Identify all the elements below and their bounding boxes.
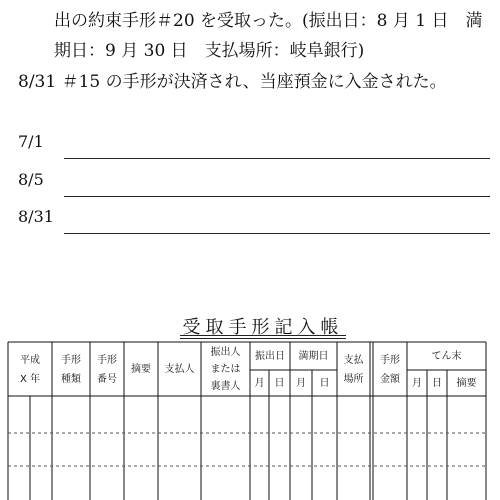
- header-drawer-3: 裏書人: [210, 381, 241, 392]
- entry-label-7-1: 7/1: [18, 132, 44, 151]
- problem-text-line-1: 出の約束手形＃20 を受取った。(振出日：8 月 1 日 満: [54, 11, 483, 31]
- header-tegata-kind-2: 種類: [61, 374, 81, 385]
- ledger-title: 受取手形記入帳: [182, 317, 344, 338]
- entry-label-8-5: 8/5: [18, 170, 44, 189]
- ledger-dotted-rows: [8, 433, 486, 466]
- entry-label-8-31: 8/31: [18, 207, 54, 226]
- header-maturity-date: 満期日: [298, 351, 329, 362]
- header-issue-day: 日: [274, 378, 285, 389]
- header-tegata-kind-1: 手形: [61, 355, 81, 366]
- problem-text-line-2: 期日：9 月 30 日 支払場所：岐阜銀行): [54, 41, 365, 61]
- header-pay-place-2: 場所: [343, 374, 364, 385]
- header-maturity-day: 日: [319, 378, 330, 389]
- problem-text-line-3: 8/31 ＃15 の手形が決済され、当座預金に入金された。: [18, 72, 447, 92]
- header-heisei: 平成: [20, 355, 40, 366]
- header-tenmatsu-month: 月: [412, 378, 422, 389]
- ledger-headers: [20, 345, 477, 392]
- header-tenmatsu-tekiyo: 摘要: [456, 378, 477, 389]
- header-amount-2: 金額: [380, 374, 400, 385]
- header-pay-place-1: 支払: [343, 355, 364, 366]
- header-issue-month: 月: [254, 378, 265, 389]
- header-payer: 支払人: [164, 364, 195, 375]
- header-tegata-no-1: 手形: [97, 355, 117, 366]
- header-amount-1: 手形: [380, 355, 400, 366]
- header-drawer-1: 振出人: [210, 347, 241, 358]
- header-xyear: X 年: [19, 374, 41, 385]
- header-tegata-no-2: 番号: [97, 374, 117, 385]
- header-tekiyo: 摘要: [131, 364, 151, 375]
- header-issue-date: 振出日: [255, 351, 285, 362]
- header-drawer-2: または: [210, 364, 241, 375]
- header-tenmatsu: てん末: [431, 351, 462, 362]
- header-tenmatsu-day: 日: [432, 378, 442, 389]
- header-maturity-month: 月: [296, 378, 306, 389]
